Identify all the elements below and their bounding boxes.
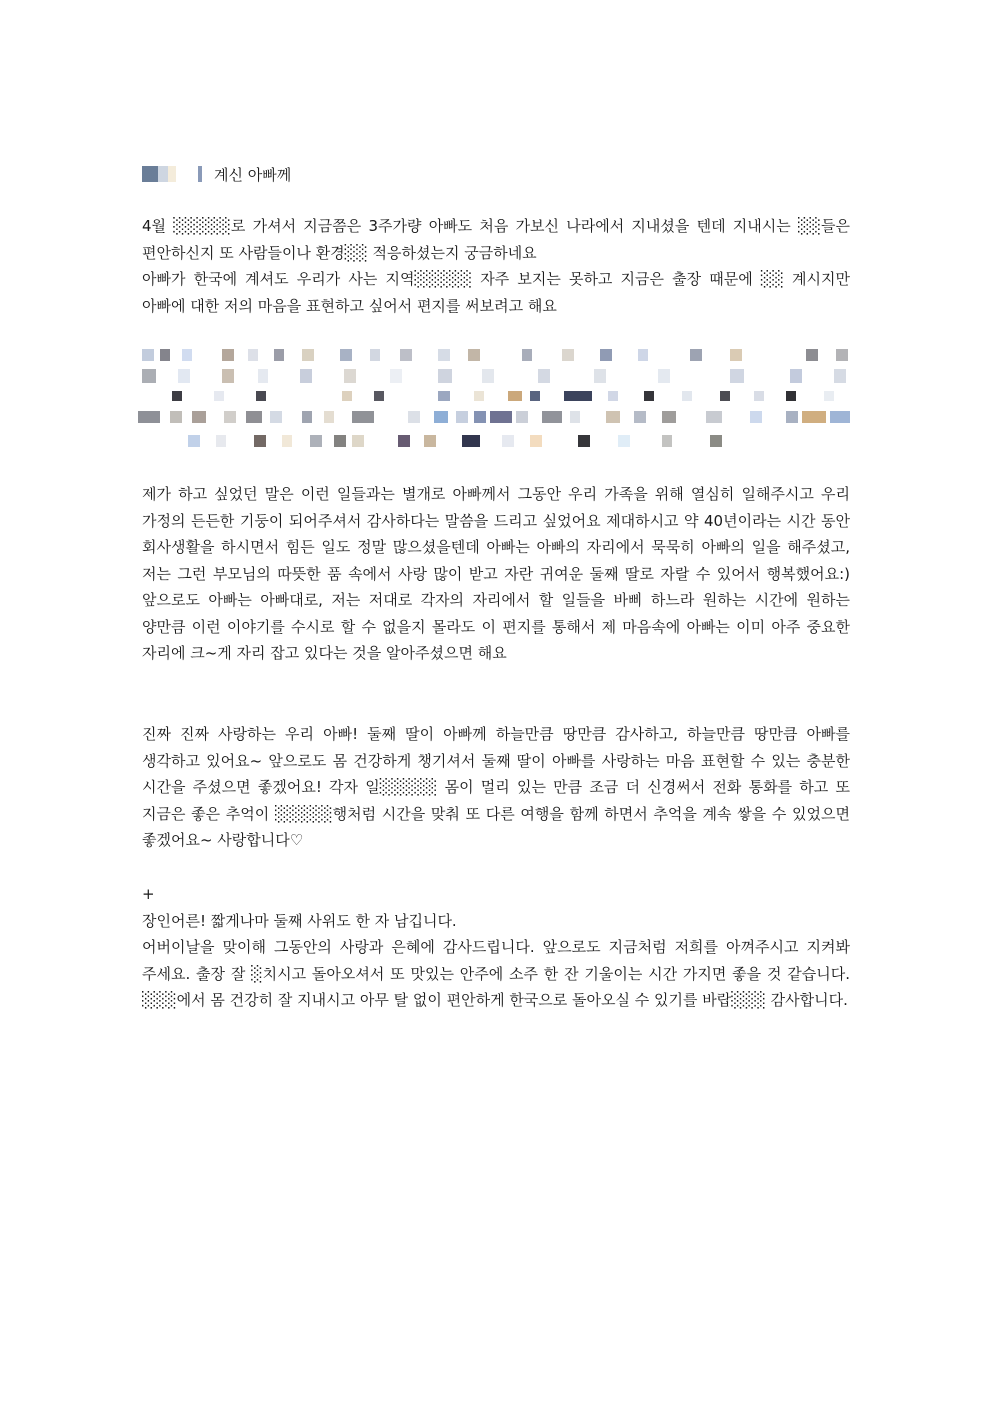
paragraph-gratitude: 제가 하고 싶었던 말은 이런 일들과는 별개로 아빠께서 그동안 우리 가족을 위해 열심히 일해주시고 우리 가정의 든든한 기둥이 되어주셔서 감사하다는 말씀을 드리고 싶었어요 제대하시고 약 40년이라는 시간 동안 회사생활을 하시면서 힘든 일도 정말 많으셨을텐데 아빠는 아빠의 자리에서 묵묵히 아빠의 일을 해주셨고, 저는 그런 부모님의 따뜻한 품 속에서 사랑 많이 받고 자란 귀여운 둘째 딸로 자랄 수 있어서 행복했어요:) 앞으로도 아빠는 아빠대로, 저는 저대로 각자의 자리에서 할 일들을 바삐 하느라 원하는 시간에 원하는 양만큼 이런 이야기를 수시로 할 수 없을지 몰라도 이 편지를 통해서 제 마음속에 아빠는 이미 아주 중요한 자리에 크~게 자리 잡고 있다는 것을 알아주셨으면 해요 [142, 485, 855, 662]
paragraph-intro: 4월 ░░░░░로 가셔서 지금쯤은 3주가량 아빠도 처음 가보신 나라에서 지내셨을 텐데 지내시는 ░░들은 편안하신지 또 사람들이나 환경░░ 적응하셨는지 궁금하네요 아빠가 한국에 계셔도 우리가 사는 지역░░░░░ 자주 보지는 못하고 지금은 출장 때문에 ░░ 계시지만 아빠에 대한 저의 마음을 표현하고 싶어서 편지를 써보려고 해요 [142, 217, 850, 315]
letter-greeting [142, 163, 291, 185]
paragraph-son-in-law: + 장인어른! 짧게나마 둘째 사위도 한 자 남깁니다. 어버이날을 맞이해 그동안의 사랑과 은혜에 감사드립니다. 앞으로도 지금처럼 저희를 아껴주시고 지켜봐 주세요. 출장 잘 ░치시고 돌아오셔서 또 맛있는 안주에 소주 한 잔 기울이는 시간 가지면 좋을 것 같습니다. ░░░에서 몸 건강히 잘 지내시고 아무 탈 없이 편안하게 한국으로 돌아오실 수 있기를 바랍░░░ 감사합니다. [142, 885, 850, 1009]
redacted-paragraph-block [138, 345, 854, 455]
paragraph-love: 진짜 진짜 사랑하는 우리 아빠! 둘째 딸이 아빠께 하늘만큼 땅만큼 감사하고, 하늘만큼 땅만큼 아빠를 생각하고 있어요~ 앞으로도 몸 건강하게 챙기셔서 둘째 딸이 아빠를 사랑하는 마음 표현할 수 있는 충분한 시간을 주셨으면 좋겠어요! 각자 일░░░░░ 몸이 멀리 있는 만큼 조금 더 신경써서 전화 통화를 하고 또 지금은 좋은 추억이 ░░░░░행처럼 시간을 맞춰 또 다른 여행을 함께 하면서 추억을 계속 쌓을 수 있었으면 좋겠어요~ 사랑합니다♡ [142, 725, 855, 849]
greeting-text: 계신 아빠께 [214, 165, 292, 184]
redacted-recipient-location [142, 166, 206, 182]
redaction-mosaic [138, 345, 854, 455]
